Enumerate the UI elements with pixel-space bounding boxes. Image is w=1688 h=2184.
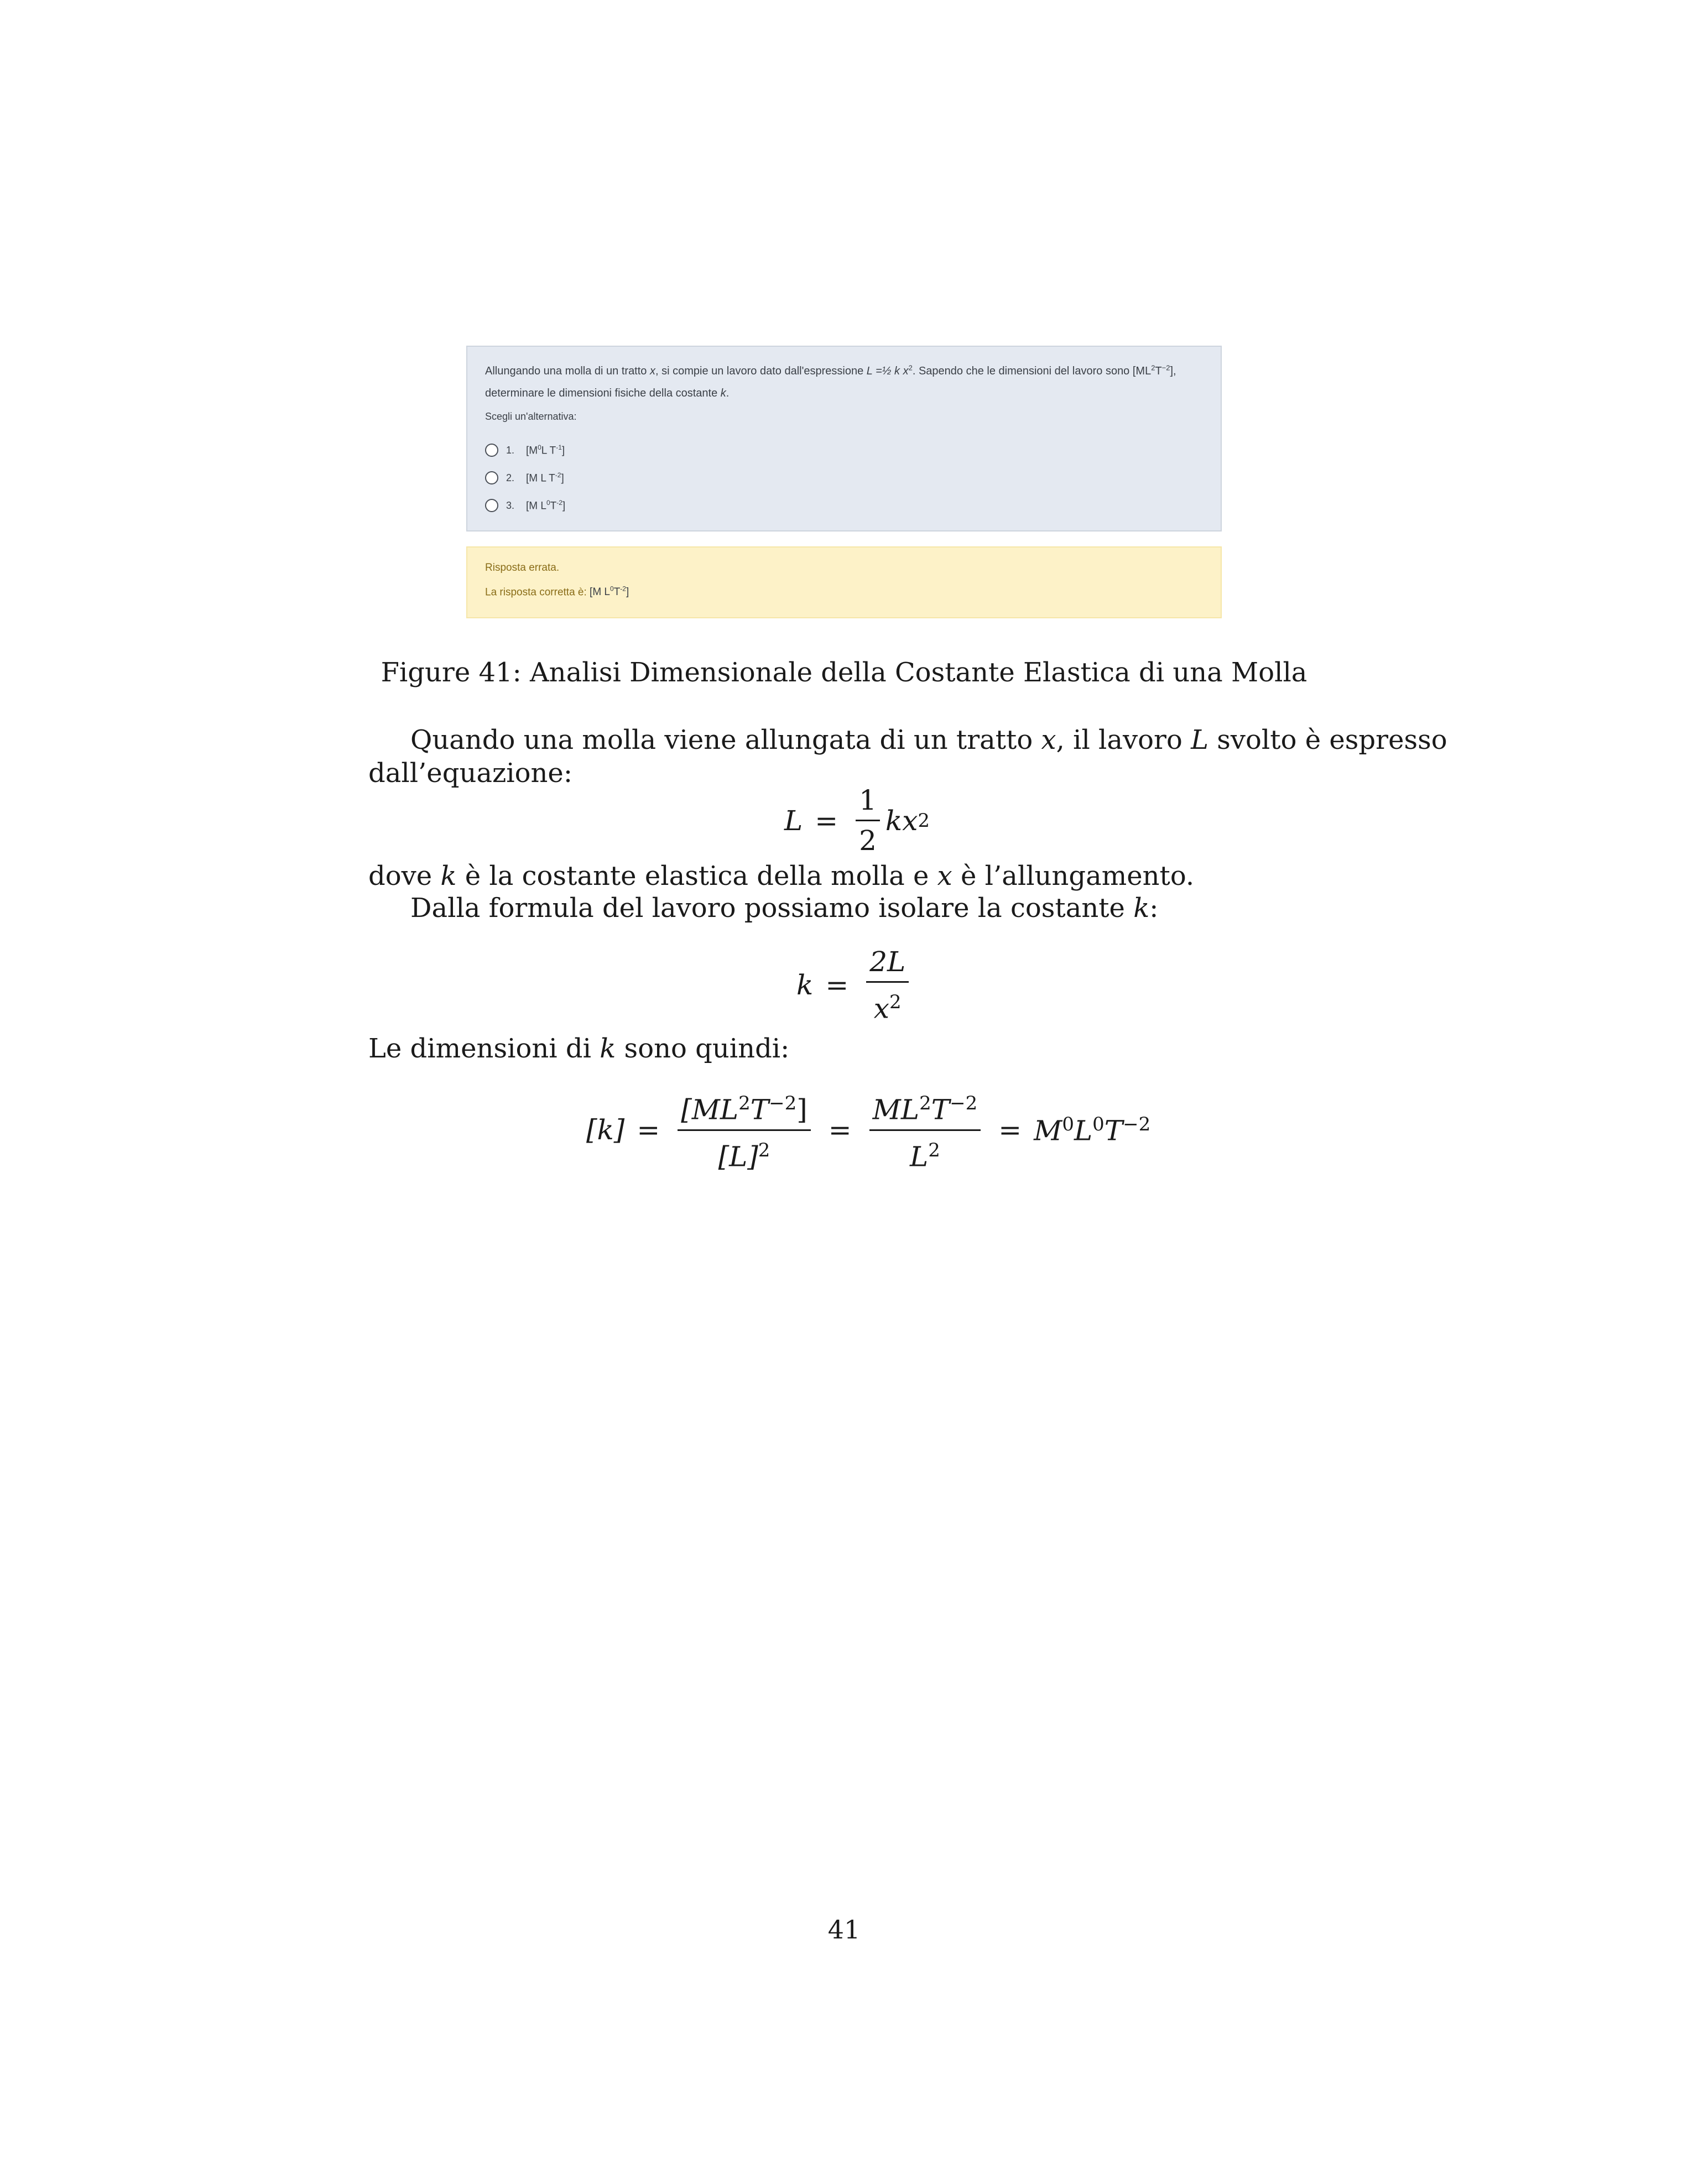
exponent: 0 — [1062, 1113, 1074, 1135]
exponent: 2 — [908, 363, 913, 372]
paragraph-4 — [368, 1032, 789, 1065]
question-text — [485, 360, 1204, 404]
option-text: T — [550, 500, 557, 512]
option-label — [526, 471, 564, 484]
math-var: x — [1041, 724, 1056, 755]
text: sono quindi: — [616, 1033, 790, 1064]
option-text: [M L T — [526, 472, 555, 484]
math-var: k — [796, 969, 814, 1002]
math-var: T — [931, 1093, 950, 1126]
question-text-part: Allungando una molla di un tratto — [485, 365, 650, 377]
option-3[interactable] — [485, 494, 565, 517]
question-text-part: . Sapendo che le dimensioni del lavoro sono [ML — [912, 365, 1152, 377]
question-text-part: T — [1155, 365, 1162, 377]
option-text: L T — [541, 445, 556, 457]
math-var: ML — [872, 1093, 920, 1126]
answer-text: T — [613, 586, 621, 598]
exponent: 2 — [738, 1092, 751, 1114]
math-var: L — [910, 1140, 929, 1173]
question-text-part: determinare le dimensioni fisiche della costante — [485, 387, 721, 399]
option-text: ] — [561, 445, 565, 457]
exponent: −2 — [769, 1092, 797, 1114]
radio-button[interactable] — [485, 471, 498, 484]
exponent: 2 — [758, 1139, 770, 1161]
equals-sign: = — [637, 1114, 660, 1146]
option-number: 3. — [506, 499, 515, 511]
option-text: [M L — [526, 500, 546, 512]
denominator: 2 — [859, 825, 877, 857]
option-text: ] — [562, 500, 566, 512]
equation-work — [784, 784, 930, 857]
math-var: [L] — [718, 1140, 758, 1173]
math-var: L — [1074, 1114, 1093, 1147]
text: Quando una molla viene allungata di un tratto — [410, 724, 1041, 755]
math-var: L — [784, 804, 803, 837]
radio-button[interactable] — [485, 499, 498, 512]
text: è l’allungamento. — [952, 861, 1195, 892]
figure-caption: Figure 41: Analisi Dimensionale della Costante Elastica di una Molla — [381, 657, 1307, 688]
radio-button[interactable] — [485, 444, 498, 457]
bracket: ] — [796, 1093, 807, 1126]
quiz-question-panel — [466, 346, 1222, 531]
text: Le dimensioni di — [368, 1033, 600, 1064]
option-1[interactable] — [485, 439, 565, 461]
equals-sign: = — [815, 804, 838, 837]
exponent: −2 — [1123, 1113, 1151, 1135]
variable-x: x — [649, 365, 655, 377]
math-var: T — [1104, 1114, 1123, 1147]
math-var: kx — [885, 804, 918, 837]
numerator: 2L — [866, 946, 909, 983]
numerator: 1 — [856, 784, 880, 821]
exponent: -2 — [620, 585, 626, 593]
option-label — [526, 444, 565, 457]
denominator — [906, 1131, 944, 1173]
paragraph-1-line-2: dall’equazione: — [368, 758, 572, 789]
feedback-correct-answer — [485, 585, 629, 598]
paragraph-1-line-1 — [410, 723, 1447, 757]
equals-sign: = — [825, 969, 849, 1002]
math-var: k — [600, 1033, 616, 1064]
paragraph-2 — [368, 859, 1194, 893]
page-number: 41 — [827, 1915, 861, 1945]
exponent: 2 — [928, 1139, 940, 1161]
option-number: 1. — [506, 444, 515, 456]
fraction — [678, 1087, 811, 1172]
text: svolto è espresso — [1208, 724, 1447, 755]
question-text-part: , si compie un lavoro dato dall'espressione — [655, 365, 867, 377]
result-expression — [1034, 1113, 1150, 1147]
exponent: -2 — [556, 498, 562, 507]
answer-text: ] — [626, 586, 629, 598]
feedback-label: La risposta corretta è: — [485, 586, 590, 598]
correct-answer — [590, 586, 629, 598]
paragraph-3 — [410, 892, 1158, 925]
fraction — [869, 1087, 981, 1172]
text: è la costante elastica della molla e — [456, 861, 937, 892]
option-label — [526, 499, 565, 512]
text: Dalla formula del lavoro possiamo isolare la costante — [410, 893, 1134, 924]
math-expression: [k] — [586, 1114, 625, 1146]
variable-k: k — [720, 387, 726, 399]
math-var: L — [1191, 724, 1209, 755]
math-var: k — [1133, 893, 1150, 924]
math-var: M — [1034, 1114, 1062, 1147]
exponent: 2 — [919, 1092, 931, 1114]
math-var: k — [440, 861, 457, 892]
work-expression: L =½ k x — [866, 365, 909, 377]
numerator — [678, 1087, 811, 1131]
math-var: x — [873, 992, 889, 1025]
option-number: 2. — [506, 472, 515, 483]
question-text-part: . — [726, 387, 730, 399]
text: , il lavoro — [1056, 724, 1191, 755]
exponent: −2 — [1161, 363, 1170, 372]
denominator — [715, 1131, 774, 1173]
answer-text: [M L — [590, 586, 610, 598]
text: dove — [368, 861, 441, 892]
choose-prompt: Scegli un'alternativa: — [485, 411, 577, 422]
equals-sign: = — [828, 1114, 852, 1146]
question-text-part: ], — [1170, 365, 1176, 377]
math-var: T — [750, 1093, 769, 1126]
exponent: 0 — [610, 585, 614, 593]
exponent: -2 — [555, 471, 561, 479]
denominator — [871, 983, 905, 1025]
exponent: 2 — [889, 991, 902, 1013]
option-2[interactable] — [485, 467, 564, 489]
exponent: 2 — [1151, 363, 1155, 372]
equation-dimensions — [586, 1087, 1150, 1172]
exponent: -1 — [556, 443, 562, 451]
fraction — [856, 784, 880, 857]
fraction — [866, 946, 909, 1025]
option-text: [M — [526, 445, 538, 457]
exponent: 0 — [1092, 1113, 1105, 1135]
math-var: [ML — [681, 1093, 739, 1126]
exponent: 0 — [546, 498, 550, 507]
equals-sign: = — [998, 1114, 1022, 1146]
exponent: 0 — [538, 443, 541, 451]
feedback-wrong: Risposta errata. — [485, 562, 560, 574]
equation-k — [796, 946, 914, 1025]
exponent: −2 — [950, 1092, 978, 1114]
math-var: x — [937, 861, 952, 892]
text: : — [1149, 893, 1159, 924]
option-text: ] — [561, 472, 564, 484]
exponent: 2 — [918, 809, 930, 832]
numerator — [869, 1087, 981, 1131]
feedback-panel — [466, 546, 1222, 618]
